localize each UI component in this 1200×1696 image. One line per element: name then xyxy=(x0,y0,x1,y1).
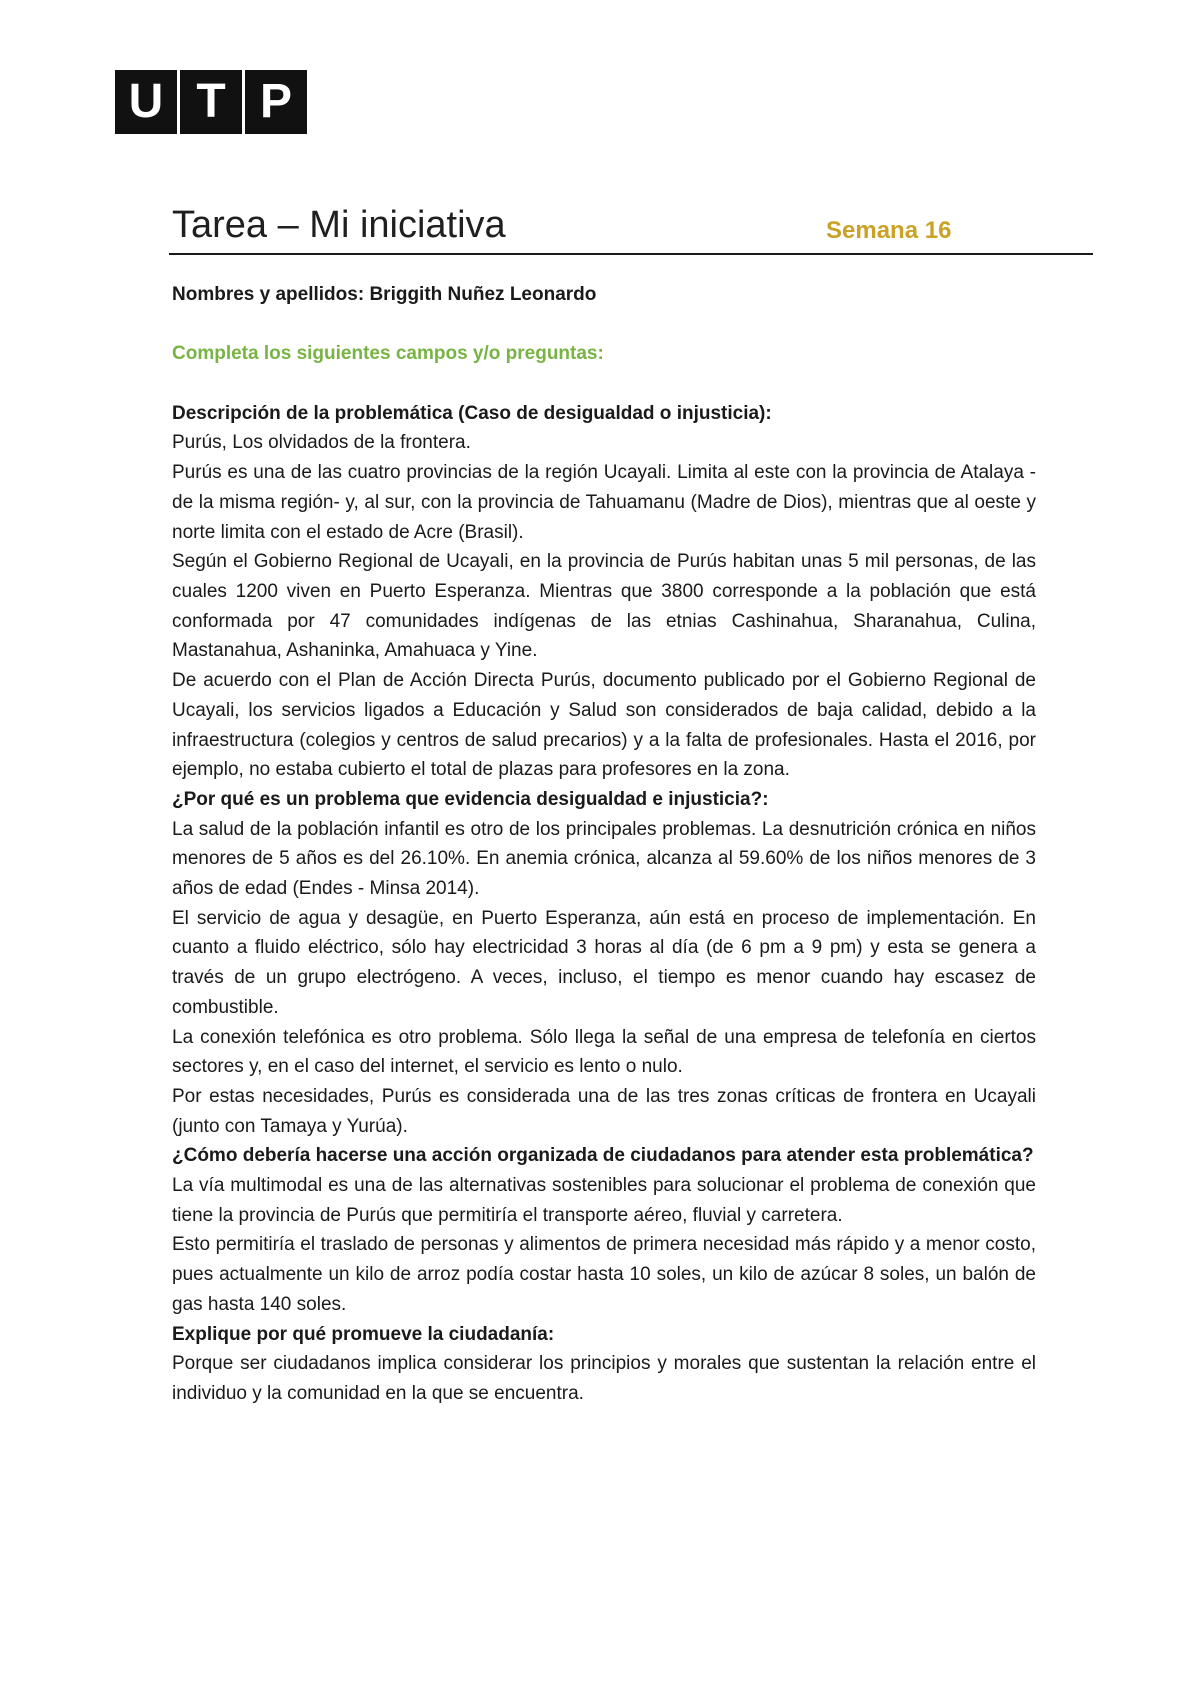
logo-letter-p: P xyxy=(245,70,307,134)
paragraph: Purús, Los olvidados de la frontera. xyxy=(172,432,471,454)
student-name-line xyxy=(172,280,1036,310)
section-heading-citizenship: Explique por qué promueve la ciudadanía: xyxy=(172,1323,555,1345)
paragraph: Según el Gobierno Regional de Ucayali, en la provincia de Purús habitan unas 5 mil personas, de las cuales 1200 viven en Puerto Esperanza. Mientras que 3800 corresponde a la población que está conformada por 47 comunidades indígenas de las etnias Cashinahua, Sharanahua, Culina, Mastanahua, Ashaninka, Amahuaca y Yine. xyxy=(172,551,1036,662)
paragraph: Porque ser ciudadanos implica considerar los principios y morales que sustentan la relación entre el individuo y la comunidad en la que se encuentra. xyxy=(172,1353,1036,1404)
utp-logo xyxy=(115,70,307,134)
section-heading-problem-description: Descripción de la problemática (Caso de desigualdad o injusticia): xyxy=(172,402,772,424)
paragraph: La conexión telefónica es otro problema. Sólo llega la señal de una empresa de telefonía en ciertos sectores y, en el caso del internet, el servicio es lento o nulo. xyxy=(172,1026,1036,1078)
logo-letter-u: U xyxy=(115,70,177,134)
logo-letter-t: T xyxy=(180,70,242,134)
paragraph: Purús es una de las cuatro provincias de la región Ucayali. Limita al este con la provincia de Atalaya -de la misma región- y, al sur, con la provincia de Tahuamanu (Madre de Dios), mientras que al oeste y norte limita con el estado de Acre (Brasil). xyxy=(172,462,1036,543)
instruction-text: Completa los siguientes campos y/o preguntas: xyxy=(172,343,604,365)
paragraph: El servicio de agua y desagüe, en Puerto Esperanza, aún está en proceso de implementación. En cuanto a fluido eléctrico, sólo hay electricidad 3 horas al día (de 6 pm a 9 pm) y esta se genera a través de un grupo electrógeno. A veces, incluso, el tiempo es menor cuando hay escasez de combustible. xyxy=(172,907,1036,1018)
document-title: Tarea – Mi iniciativa xyxy=(172,204,506,246)
paragraph: La salud de la población infantil es otro de los principales problemas. La desnutrición crónica en niños menores de 5 años es del 26.10%. En anemia crónica, alcanza al 59.60% de los niños menores de 3 años de edad (Endes - Minsa 2014). xyxy=(172,818,1036,900)
document-body xyxy=(172,280,1036,1409)
week-label: Semana 16 xyxy=(826,217,952,244)
paragraph: Esto permitiría el traslado de personas y alimentos de primera necesidad más rápido y a menor costo, pues actualmente un kilo de arroz podía costar hasta 10 soles, un kilo de azúcar 8 soles, un balón de gas hasta 140 soles. xyxy=(172,1234,1036,1315)
section-heading-citizen-action: ¿Cómo debería hacerse una acción organizada de ciudadanos para atender esta problemática? xyxy=(172,1145,1034,1167)
paragraph: La vía multimodal es una de las alternativas sostenibles para solucionar el problema de conexión que tiene la provincia de Purús que permitiría el transporte aéreo, fluvial y carretera. xyxy=(172,1175,1036,1226)
paragraph: Por estas necesidades, Purús es considerada una de las tres zonas críticas de frontera en Ucayali (junto con Tamaya y Yurúa). xyxy=(172,1085,1036,1137)
header-divider xyxy=(169,253,1093,255)
paragraph: De acuerdo con el Plan de Acción Directa Purús, documento publicado por el Gobierno Regional de Ucayali, los servicios ligados a Educación y Salud son considerados de baja calidad, debido a la infraestructura (colegios y centros de salud precarios) y a la falta de profesionales. Hasta el 2016, por ejemplo, no estaba cubierto el total de plazas para profesores en la zona. xyxy=(172,670,1036,781)
student-name-label: Nombres y apellidos: xyxy=(172,284,365,305)
student-name: Briggith Nuñez Leonardo xyxy=(369,284,597,305)
section-heading-why-problem: ¿Por qué es un problema que evidencia desigualdad e injusticia?: xyxy=(172,788,769,810)
